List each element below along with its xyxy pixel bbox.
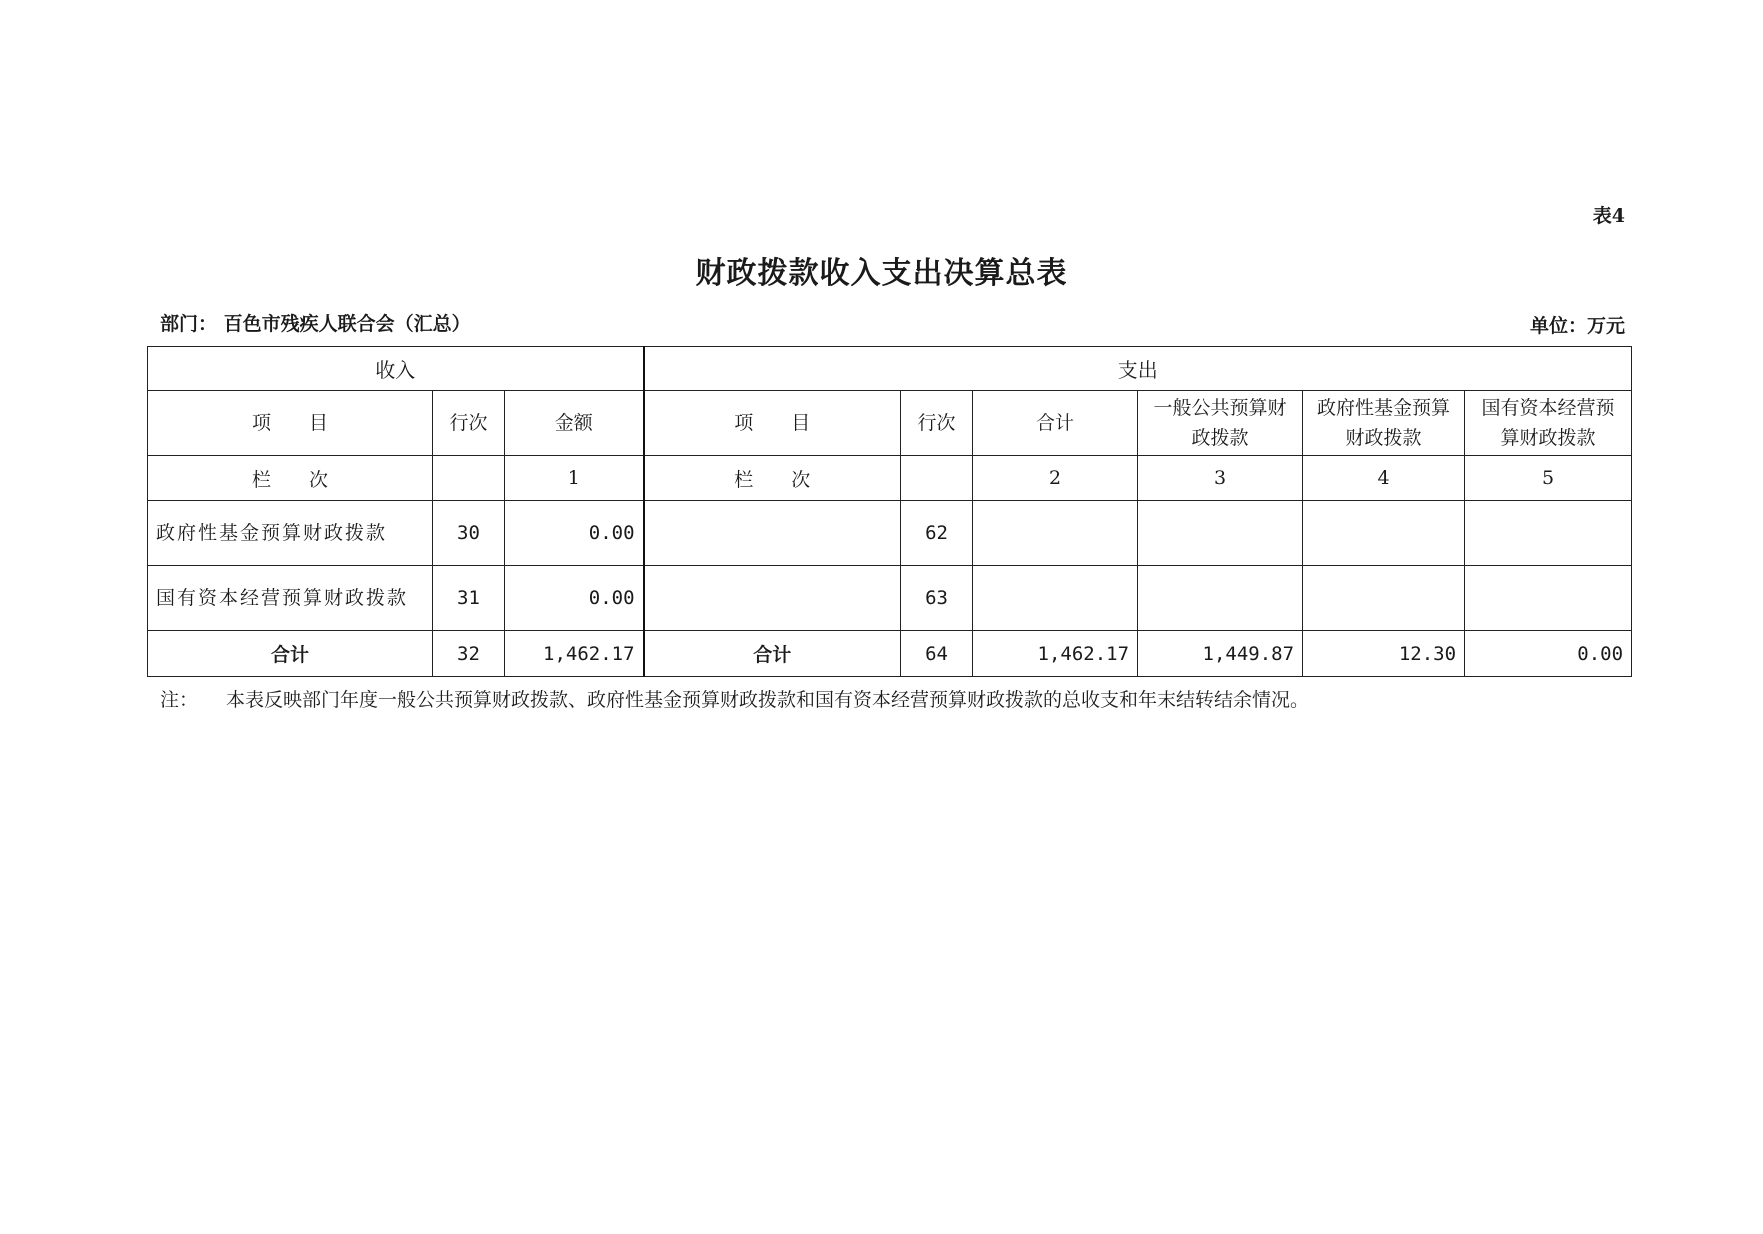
income-row-item: 国有资本经营预算财政拨款 — [148, 566, 433, 631]
income-row-amount: 0.00 — [505, 501, 644, 566]
income-row-item: 政府性基金预算财政拨款 — [148, 501, 433, 566]
unit-label: 单位：万元 — [1529, 315, 1625, 337]
expense-index-line — [901, 456, 973, 501]
table-row — [148, 566, 1632, 631]
income-index-line — [433, 456, 505, 501]
expense-row-state — [1465, 566, 1632, 631]
table-row — [148, 501, 1632, 566]
expense-total-fund: 12.30 — [1303, 631, 1465, 677]
footnote-label: 注： — [160, 689, 199, 711]
expense-row-total — [973, 501, 1138, 566]
expense-fund-header: 政府性基金预算财政拨款 — [1303, 391, 1465, 456]
expense-index-general: 3 — [1138, 456, 1303, 501]
section-header-row — [148, 347, 1632, 391]
expense-index-fund: 4 — [1303, 456, 1465, 501]
expense-total-total: 1,462.17 — [973, 631, 1138, 677]
appropriation-summary-table — [147, 346, 1632, 677]
expense-total-header: 合计 — [973, 391, 1138, 456]
column-header-row — [148, 391, 1632, 456]
expense-row-total — [973, 566, 1138, 631]
expense-general-header: 一般公共预算财政拨款 — [1138, 391, 1303, 456]
income-line-header: 行次 — [433, 391, 505, 456]
expense-row-item — [644, 566, 901, 631]
expense-index-label: 栏 次 — [644, 456, 901, 501]
income-total-line: 32 — [433, 631, 505, 677]
income-row-line: 30 — [433, 501, 505, 566]
total-row — [148, 631, 1632, 677]
column-index-row — [148, 456, 1632, 501]
expense-row-line: 62 — [901, 501, 973, 566]
expense-line-header: 行次 — [901, 391, 973, 456]
income-row-amount: 0.00 — [505, 566, 644, 631]
income-section-header: 收入 — [148, 347, 644, 391]
expense-row-general — [1138, 566, 1303, 631]
income-total-amount: 1,462.17 — [505, 631, 644, 677]
expense-total-state: 0.00 — [1465, 631, 1632, 677]
expense-row-state — [1465, 501, 1632, 566]
expense-total-label: 合计 — [644, 631, 901, 677]
expense-total-general: 1,449.87 — [1138, 631, 1303, 677]
income-row-line: 31 — [433, 566, 505, 631]
expense-row-fund — [1303, 501, 1465, 566]
expense-index-total: 2 — [973, 456, 1138, 501]
expense-row-item — [644, 501, 901, 566]
income-index-label: 栏 次 — [148, 456, 433, 501]
income-total-label: 合计 — [148, 631, 433, 677]
expense-state-header: 国有资本经营预算财政拨款 — [1465, 391, 1632, 456]
expense-row-fund — [1303, 566, 1465, 631]
expense-item-header: 项 目 — [644, 391, 901, 456]
expense-row-line: 63 — [901, 566, 973, 631]
footnote — [160, 685, 1309, 712]
expense-row-general — [1138, 501, 1303, 566]
department-label: 部门： 百色市残疾人联合会（汇总） — [160, 313, 471, 335]
expense-index-state: 5 — [1465, 456, 1632, 501]
expense-total-line: 64 — [901, 631, 973, 677]
page-title: 财政拨款收入支出决算总表 — [695, 256, 1068, 291]
income-amount-header: 金额 — [505, 391, 644, 456]
income-index-amount: 1 — [505, 456, 644, 501]
expense-section-header: 支出 — [644, 347, 1632, 391]
table-number: 表4 — [1592, 205, 1625, 227]
footnote-text: 本表反映部门年度一般公共预算财政拨款、政府性基金预算财政拨款和国有资本经营预算财政拨款的总收支和年末结转结余情况。 — [226, 689, 1310, 711]
income-item-header: 项 目 — [148, 391, 433, 456]
